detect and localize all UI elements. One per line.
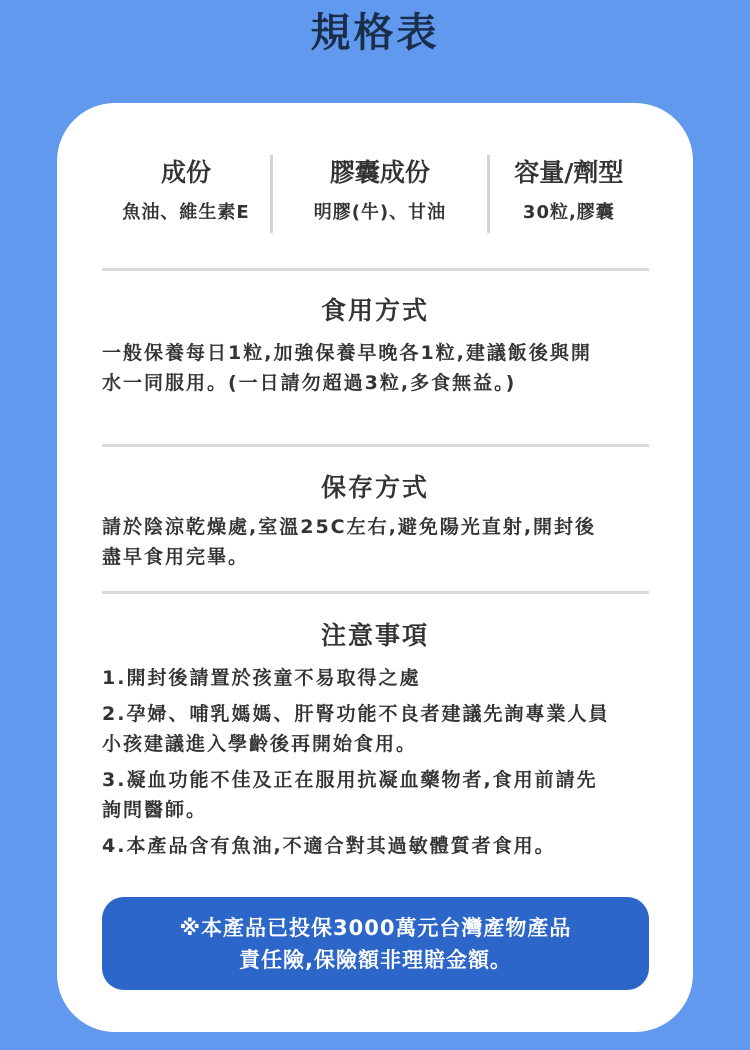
storage-title: 保存方式 — [320, 473, 429, 502]
spec-table — [102, 155, 648, 239]
storage-line: 請於陰涼乾燥處,室溫25C左右,避免陽光直射,開封後 — [102, 516, 597, 538]
section-divider — [102, 591, 649, 594]
storage-line: 盡早食用完畢。 — [102, 546, 250, 568]
spec-capacity-value: 30粒,膠囊 — [522, 202, 615, 223]
note-item — [102, 765, 652, 825]
usage-title: 食用方式 — [320, 296, 429, 325]
usage-line: 水一同服用。(一日請勿超過3粒,多食無益。) — [102, 372, 517, 394]
spec-ingredients-value: 魚油、維生素E — [122, 202, 250, 223]
note-item — [102, 663, 652, 693]
note-item — [102, 699, 652, 759]
spec-capacity-label: 容量/劑型 — [514, 158, 624, 187]
notes-list — [102, 663, 652, 867]
spec-ingredients — [102, 155, 270, 239]
storage-text — [102, 512, 652, 572]
section-divider — [102, 268, 649, 271]
note-line: 3.凝血功能不佳及正在服用抗凝血藥物者,食用前請先 — [102, 769, 598, 791]
spec-capsule — [273, 155, 487, 239]
page-title: 規格表 — [310, 10, 440, 56]
spec-card — [57, 103, 693, 1032]
spec-capacity — [490, 155, 648, 239]
spec-capsule-value: 明膠(牛)、甘油 — [313, 202, 447, 223]
note-line: 4.本產品含有魚油,不適合對其過敏體質者食用。 — [102, 835, 556, 857]
note-line: 小孩建議進入學齡後再開始食用。 — [102, 733, 418, 755]
spec-ingredients-label: 成份 — [161, 158, 212, 187]
insurance-notice — [102, 897, 649, 990]
insurance-line: ※本產品已投保3000萬元台灣產物產品 — [179, 915, 572, 940]
spec-capsule-label: 膠囊成份 — [329, 158, 430, 187]
section-divider — [102, 444, 649, 447]
note-line: 2.孕婦、哺乳媽媽、肝腎功能不良者建議先詢專業人員 — [102, 703, 610, 725]
insurance-line: 責任險,保險額非理賠金額。 — [239, 947, 512, 972]
usage-line: 一般保養每日1粒,加強保養早晚各1粒,建議飯後與開 — [102, 342, 592, 364]
notes-title: 注意事項 — [320, 621, 429, 650]
note-item — [102, 831, 652, 861]
note-line: 1.開封後請置於孩童不易取得之處 — [102, 667, 421, 689]
usage-text — [102, 338, 652, 398]
note-line: 詢問醫師。 — [102, 799, 208, 821]
